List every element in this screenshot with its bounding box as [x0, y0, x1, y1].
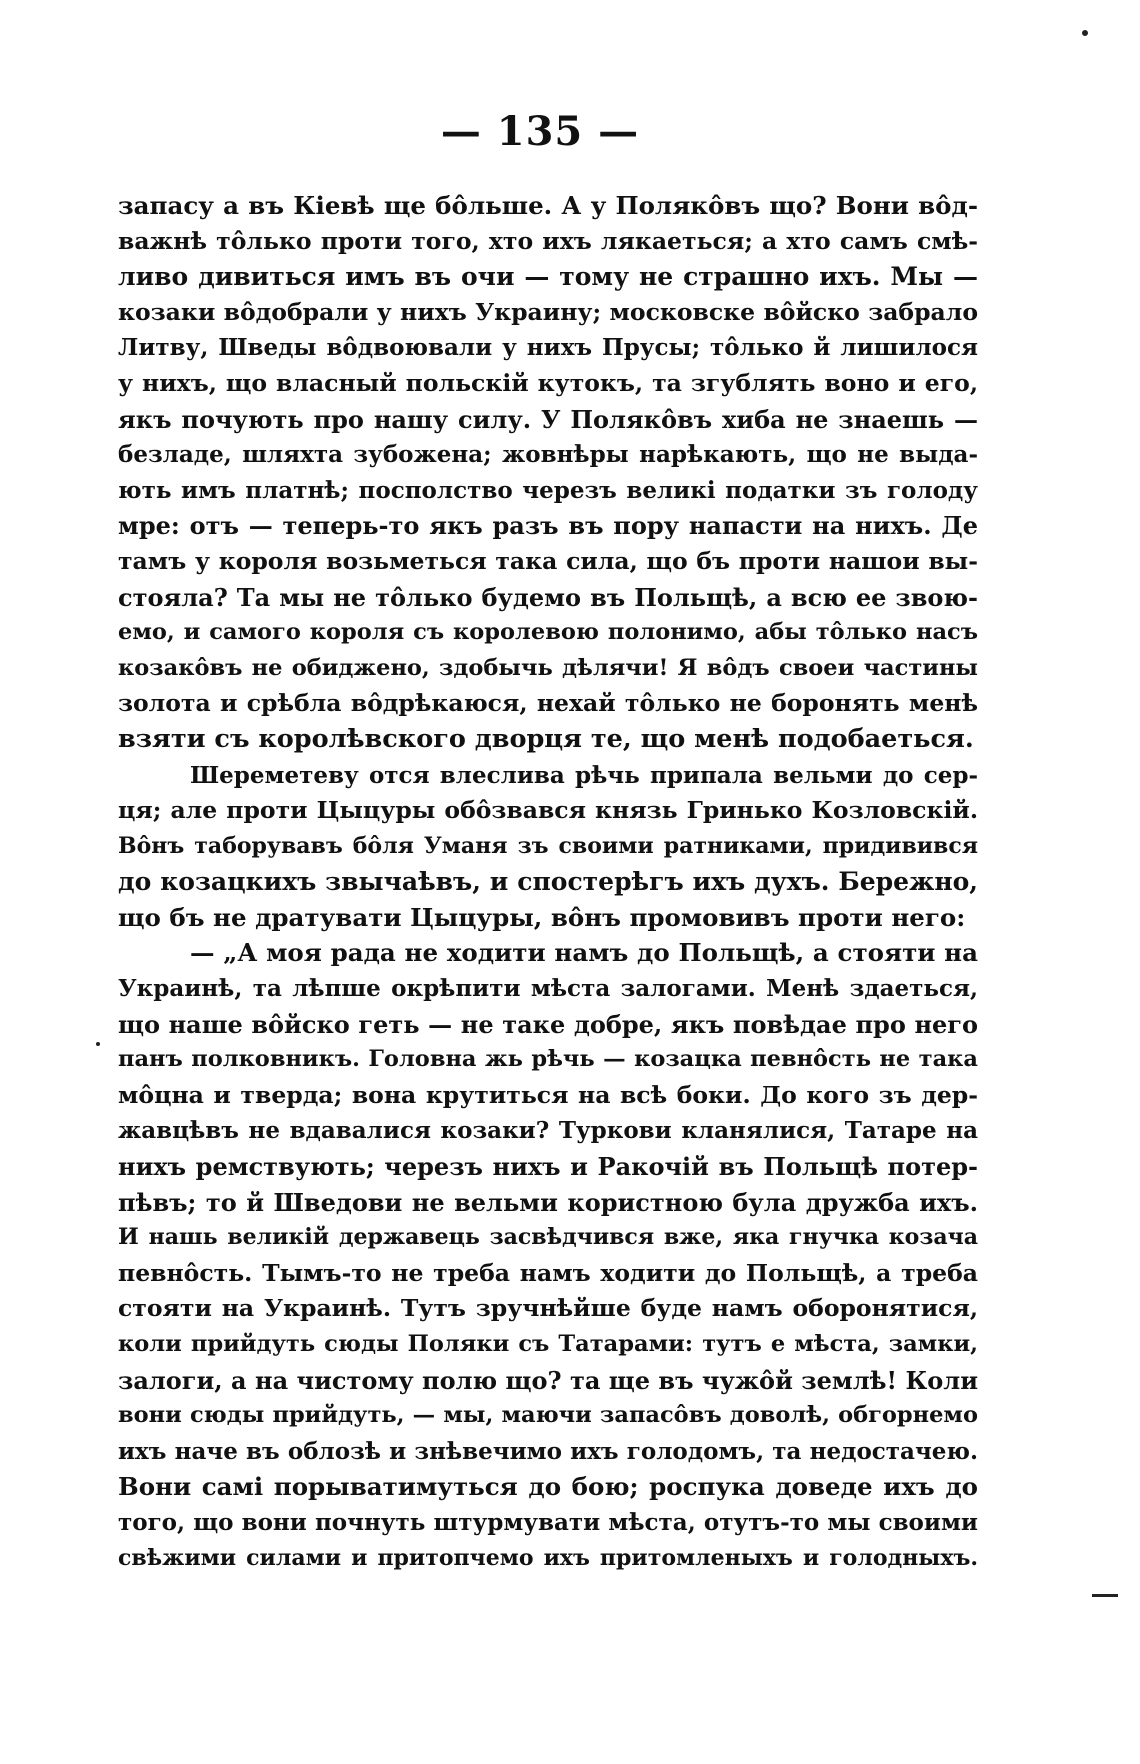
text-line: безладе, шляхта зубожена; жовнѣры нарѣкають, що не выда-	[118, 441, 978, 469]
text-line: того, що вони почнуть штурмувати мѣста, отутъ-то мы своими	[118, 1508, 978, 1536]
text-line: взяти съ королѣвского дворця те, що менѣ подобаеться.	[118, 723, 974, 754]
text-line: козаки вôдобрали у нихъ Украину; московске вôйско забрало	[118, 297, 978, 326]
text-line: емо, и самого короля съ королевою полонимо, абы тôлько насъ	[118, 619, 978, 646]
text-line: певнôсть. Тымъ-то не треба намъ ходити до Польщѣ, а треба	[118, 1258, 978, 1287]
text-line: до козацкихъ звычаѣвъ, и спостерѣгъ ихъ духъ. Бережно,	[118, 867, 978, 897]
text-line: ють имъ платнѣ; посполство черезъ великі податки зъ голоду	[118, 476, 978, 504]
text-line: панъ полковникъ. Головна жь рѣчь — козацка певнôсть не така	[118, 1046, 978, 1073]
text-line: якъ почують про нашу силу. У Полякôвъ хиба не знаешь —	[118, 404, 978, 434]
ink-speck	[1082, 30, 1088, 36]
text-line: залоги, а на чистому полю що? та ще въ чужôй землѣ! Коли	[118, 1365, 978, 1395]
text-line: ливо дивиться имъ въ очи — тому не страшно ихъ. Мы —	[118, 262, 978, 292]
text-line: козакôвъ не обиджено, здобычь дѣлячи! Я вôдъ своеи частины	[118, 654, 978, 681]
text-line: що наше вôйско геть — не таке добре, якъ повѣдае про него	[118, 1009, 978, 1039]
text-line: вони сюды прийдуть, — мы, маючи запасôвъ доволѣ, обгорнемо	[118, 1402, 978, 1429]
text-line: И нашь великій державець засвѣдчився вже, яка гнучка козача	[118, 1224, 978, 1251]
text-line: коли прийдуть сюды Поляки съ Татарами: тутъ е мѣста, замки,	[118, 1331, 978, 1357]
text-line: у нихъ, що власный польскій кутокъ, та згублять воно и его,	[118, 368, 978, 397]
page-number: — 135 —	[440, 108, 640, 155]
text-line: тамъ у короля возьметься така сила, що бъ проти нашои вы-	[118, 546, 978, 575]
text-line: стояти на Украинѣ. Тутъ зручнѣйше буде намъ оборонятися,	[118, 1294, 978, 1323]
text-line: Шереметеву отся влеслива рѣчь припала вельми до сер-	[190, 761, 978, 789]
text-line: жавцѣвъ не вдавалися козаки? Туркови кланялися, Татаре на	[118, 1117, 978, 1145]
text-line: пѣвъ; то й Шведови не вельми користною була дружба ихъ.	[118, 1187, 978, 1217]
text-line: запасу а въ Кіевѣ ще бôльше. А у Полякôвъ що? Вони вôд-	[118, 191, 978, 220]
ink-speck	[96, 1042, 100, 1046]
text-line: ця; але проти Цыцуры обôзвався князь Гринько Козловскій.	[118, 796, 978, 825]
text-line: мре: отъ — теперь-то якъ разъ въ пору напасти на нихъ. Де	[118, 511, 978, 541]
text-line: ихъ наче въ облозѣ и знѣвечимо ихъ голодомъ, та недостачею.	[118, 1437, 978, 1465]
text-line: що бъ не дратувати Цыцуры, вôнъ промовивъ проти него:	[118, 902, 966, 932]
text-line: Вони самі порыватимуться до бою; роспука доведе ихъ до	[118, 1472, 978, 1502]
text-line: важнѣ тôлько проти того, хто ихъ лякаеться; а хто самъ смѣ-	[118, 226, 978, 255]
text-line: Вôнъ таборувавъ бôля Уманя зъ своими ратниками, придивився	[118, 832, 978, 859]
text-line: Украинѣ, та лѣпше окрѣпити мѣста залогами. Менѣ здаеться,	[118, 975, 978, 1003]
text-line: золота и срѣбла вôдрѣкаюся, нехай тôлько не боронять менѣ	[118, 689, 978, 718]
text-line: свѣжими силами и притопчемо ихъ притомленыхъ и голодныхъ.	[118, 1544, 978, 1571]
text-line: нихъ ремствують; черезъ нихъ и Ракочій въ Польщѣ потер-	[118, 1152, 978, 1182]
text-line: стояла? Та мы не тôлько будемо въ Польщѣ, а всю ее звою-	[118, 582, 978, 612]
text-line: мôцна и тверда; вона крутиться на всѣ боки. До кого зъ дер-	[118, 1080, 978, 1109]
text-line: — „А моя рада не ходити намъ до Польщѣ, а стояти на	[190, 938, 978, 968]
text-line: Литву, Шведы вôдвоювали у нихъ Прусы; тôлько й лишилося	[118, 334, 978, 362]
margin-mark	[1092, 1594, 1118, 1597]
body-text	[118, 188, 978, 1576]
